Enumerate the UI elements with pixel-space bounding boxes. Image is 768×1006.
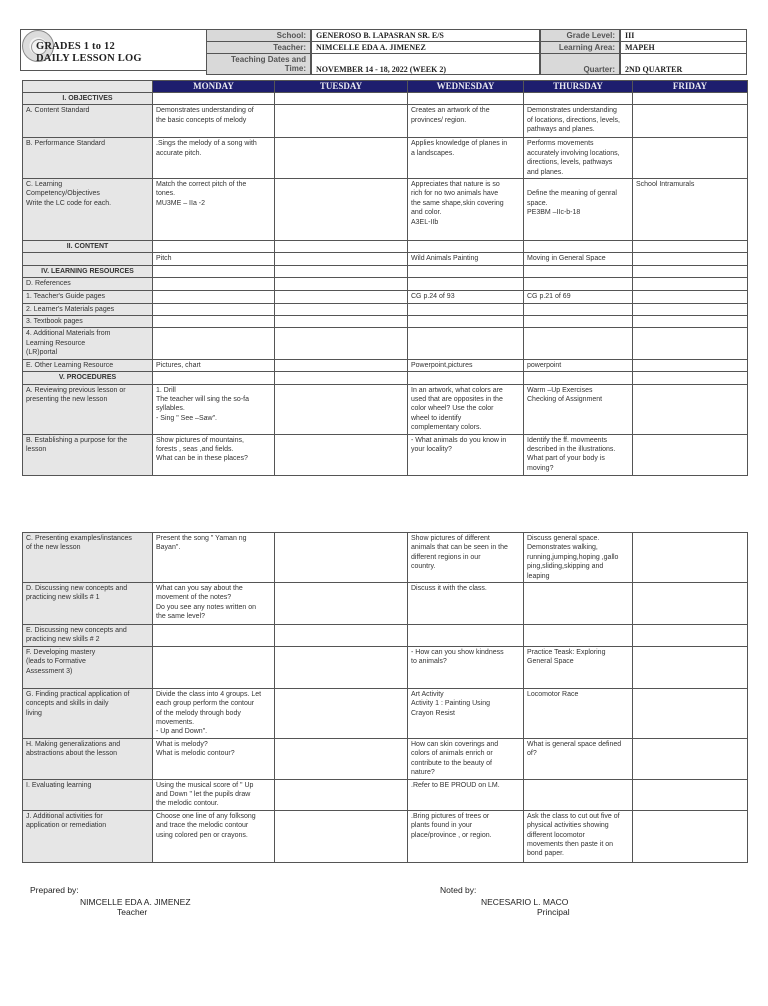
row-label: II. CONTENT: [23, 241, 153, 253]
day-cell: [633, 241, 748, 253]
day-cell: [275, 625, 408, 647]
lesson-row: [23, 384, 748, 434]
noted-by-name: NECESARIO L. MACO: [481, 897, 569, 907]
day-cell: [524, 625, 633, 647]
day-cell: Creates an artwork of the provinces/ region.: [408, 105, 524, 138]
day-cell: .Sings the melody of a song with accurate pitch.: [153, 138, 275, 179]
day-cell: [153, 316, 275, 328]
prepared-by-label: Prepared by:: [30, 885, 79, 895]
day-cell: Show pictures of different animals that can be seen in the different regions in our country.: [408, 533, 524, 583]
day-cell: Appreciates that nature is so rich for no two animals have the same shape,skin covering and color. A3EL-IIb: [408, 179, 524, 241]
lesson-table-part2: [22, 532, 748, 863]
row-label: E. Discussing new concepts and practicing new skills # 2: [23, 625, 153, 647]
lesson-row: [23, 316, 748, 328]
day-cell: School Intramurals: [633, 179, 748, 241]
lesson-row: [23, 93, 748, 105]
day-cell: [275, 533, 408, 583]
day-cell: [633, 105, 748, 138]
table1-body: [23, 93, 748, 476]
day-cell: [275, 290, 408, 303]
day-cell: Present the song " Yaman ng Bayan".: [153, 533, 275, 583]
lesson-row: [23, 779, 748, 810]
header-left-values: [311, 29, 540, 75]
day-cell: [275, 241, 408, 253]
day-cell: [633, 384, 748, 434]
school-label: School:: [207, 30, 311, 42]
day-cell: [275, 138, 408, 179]
day-cell: Applies knowledge of planes in a landscapes.: [408, 138, 524, 179]
day-cell: [153, 303, 275, 315]
day-cell: [153, 290, 275, 303]
row-label: E. Other Learning Resource: [23, 359, 153, 371]
day-cell: Pitch: [153, 253, 275, 265]
dates-label: Teaching Dates and Time:: [207, 54, 311, 75]
day-cell: Moving in General Space: [524, 253, 633, 265]
day-cell: Practice Teask: Exploring General Space: [524, 646, 633, 688]
school-value: GENEROSO B. LAPASRAN SR. E/S: [312, 30, 540, 42]
lesson-row: [23, 646, 748, 688]
day-cell: Choose one line of any folksong and trace the melodic contour using colored pen or crayons.: [153, 810, 275, 862]
lesson-table-part1: [22, 80, 748, 476]
day-cell: [633, 316, 748, 328]
row-label: 4. Additional Materials from Learning Resource (LR)portal: [23, 328, 153, 359]
header-right-values: [620, 29, 747, 75]
day-cell: [275, 738, 408, 779]
day-cell: [275, 688, 408, 738]
day-cell: [524, 779, 633, 810]
day-cell: [275, 303, 408, 315]
row-label: D. Discussing new concepts and practicing new skills # 1: [23, 583, 153, 625]
day-cell: [633, 303, 748, 315]
row-label: I. OBJECTIVES: [23, 93, 153, 105]
day-cell: [153, 625, 275, 647]
day-cell: Discuss general space. Demonstrates walking, running,jumping,hoping ,gallo ping,sliding,skipping and leaping: [524, 533, 633, 583]
lesson-row: [23, 241, 748, 253]
lesson-row: [23, 434, 748, 475]
day-cell: [524, 93, 633, 105]
row-label: 1. Teacher's Guide pages: [23, 290, 153, 303]
lesson-row: [23, 265, 748, 277]
lesson-row: [23, 278, 748, 290]
row-label: B. Establishing a purpose for the lesson: [23, 434, 153, 475]
day-cell: [275, 359, 408, 371]
day-cell: [408, 278, 524, 290]
row-label: D. References: [23, 278, 153, 290]
lesson-row: [23, 583, 748, 625]
day-cell: [633, 372, 748, 384]
header-right-labels: [540, 29, 620, 75]
day-cell: Using the musical score of " Up and Down " let the pupils draw the melodic contour.: [153, 779, 275, 810]
day-thursday: THURSDAY: [524, 81, 633, 93]
grade-value: III: [621, 30, 747, 42]
row-label: A. Reviewing previous lesson or presenting the new lesson: [23, 384, 153, 434]
day-cell: [153, 93, 275, 105]
day-cell: [275, 265, 408, 277]
day-cell: [275, 810, 408, 862]
lesson-row: [23, 328, 748, 359]
lesson-row: [23, 688, 748, 738]
day-cell: [633, 290, 748, 303]
day-cell: [275, 93, 408, 105]
day-cell: powerpoint: [524, 359, 633, 371]
day-cell: .Bring pictures of trees or plants found in your place/province , or region.: [408, 810, 524, 862]
day-cell: [153, 646, 275, 688]
day-cell: Warm –Up Exercises Checking of Assignment: [524, 384, 633, 434]
day-cell: [408, 265, 524, 277]
day-cell: [633, 533, 748, 583]
day-cell: Match the correct pitch of the tones. MU3ME – IIa -2: [153, 179, 275, 241]
day-monday: MONDAY: [153, 81, 275, 93]
lesson-row: [23, 105, 748, 138]
day-cell: [275, 316, 408, 328]
day-cell: CG p.24 of 93: [408, 290, 524, 303]
area-value: MAPEH: [621, 42, 747, 54]
day-cell: Identify the ff. movmeents described in the illustrations. What part of your body is moving?: [524, 434, 633, 475]
day-cell: Ask the class to cut out five of physical activities showing different locomotor movements then paste it on bond paper.: [524, 810, 633, 862]
day-cell: Demonstrates understanding of the basic concepts of melody: [153, 105, 275, 138]
header-left-labels: [206, 29, 311, 75]
day-cell: [153, 265, 275, 277]
lesson-row: [23, 810, 748, 862]
row-label: 3. Textbook pages: [23, 316, 153, 328]
day-cell: Art Activity Activity 1 : Painting Using Crayon Resist: [408, 688, 524, 738]
row-label: C. Presenting examples/instances of the new lesson: [23, 533, 153, 583]
day-cell: [408, 303, 524, 315]
row-label: G. Finding practical application of concepts and skills in daily living: [23, 688, 153, 738]
day-cell: [633, 359, 748, 371]
day-tuesday: TUESDAY: [275, 81, 408, 93]
day-cell: [633, 738, 748, 779]
row-label: C. Learning Competency/Objectives Write the LC code for each.: [23, 179, 153, 241]
day-cell: What can you say about the movement of the notes? Do you see any notes written on the same level?: [153, 583, 275, 625]
doc-title-line2: DAILY LESSON LOG: [36, 53, 142, 64]
day-header-blank: [23, 81, 153, 93]
day-header-row: [23, 81, 748, 93]
day-cell: CG p.21 of 69: [524, 290, 633, 303]
day-cell: [524, 316, 633, 328]
teacher-value: NIMCELLE EDA A. JIMENEZ: [312, 42, 540, 54]
day-cell: Powerpoint,pictures: [408, 359, 524, 371]
day-cell: .Refer to BE PROUD on LM.: [408, 779, 524, 810]
noted-by-role: Principal: [537, 907, 570, 917]
day-cell: [275, 779, 408, 810]
grade-label: Grade Level:: [541, 30, 620, 42]
day-cell: [408, 625, 524, 647]
day-cell: [275, 105, 408, 138]
day-cell: Discuss it with the class.: [408, 583, 524, 625]
day-cell: Define the meaning of genral space. PE3BM –IIc-b-18: [524, 179, 633, 241]
day-cell: [153, 328, 275, 359]
lesson-row: [23, 303, 748, 315]
day-cell: Wild Animals Painting: [408, 253, 524, 265]
day-cell: 1. Drill The teacher will sing the so-fa syllables. - Sing " See –Saw".: [153, 384, 275, 434]
prepared-by-role: Teacher: [117, 907, 148, 917]
day-cell: What is general space defined of?: [524, 738, 633, 779]
quarter-value: 2ND QUARTER: [621, 54, 747, 75]
day-cell: [524, 328, 633, 359]
day-cell: How can skin coverings and colors of animals enrich or contribute to the beauty of nature?: [408, 738, 524, 779]
day-cell: - What animals do you know in your locality?: [408, 434, 524, 475]
dates-value: NOVEMBER 14 - 18, 2022 (WEEK 2): [312, 54, 540, 75]
lesson-row: [23, 372, 748, 384]
day-cell: [153, 278, 275, 290]
day-cell: [633, 688, 748, 738]
day-cell: [153, 241, 275, 253]
day-cell: [633, 138, 748, 179]
day-cell: [633, 328, 748, 359]
day-cell: [275, 434, 408, 475]
day-cell: [524, 278, 633, 290]
day-cell: [153, 372, 275, 384]
day-cell: [633, 265, 748, 277]
row-label: F. Developing mastery (leads to Formative Assessment 3): [23, 646, 153, 688]
day-cell: Show pictures of mountains, forests , seas ,and fields. What can be in these places?: [153, 434, 275, 475]
lesson-row: [23, 738, 748, 779]
day-cell: [524, 583, 633, 625]
lesson-row: [23, 179, 748, 241]
day-cell: [633, 253, 748, 265]
day-cell: [633, 625, 748, 647]
table2-body: [23, 533, 748, 863]
prepared-by-name: NIMCELLE EDA A. JIMENEZ: [80, 897, 191, 907]
teacher-label: Teacher:: [207, 42, 311, 54]
day-friday: FRIDAY: [633, 81, 748, 93]
doc-title-line1: GRADES 1 to 12: [36, 41, 115, 52]
day-cell: Locomotor Race: [524, 688, 633, 738]
day-cell: What is melody? What is melodic contour?: [153, 738, 275, 779]
day-cell: [633, 583, 748, 625]
lesson-row: [23, 290, 748, 303]
day-cell: - How can you show kindness to animals?: [408, 646, 524, 688]
row-label: I. Evaluating learning: [23, 779, 153, 810]
day-cell: [633, 810, 748, 862]
day-cell: [633, 434, 748, 475]
row-label: [23, 253, 153, 265]
lesson-row: [23, 253, 748, 265]
day-cell: [633, 278, 748, 290]
day-cell: [408, 328, 524, 359]
day-cell: [524, 303, 633, 315]
row-label: A. Content Standard: [23, 105, 153, 138]
day-cell: [275, 278, 408, 290]
quarter-label: Quarter:: [541, 54, 620, 75]
day-cell: [275, 646, 408, 688]
day-cell: [275, 253, 408, 265]
row-label: H. Making generalizations and abstractions about the lesson: [23, 738, 153, 779]
row-label: B. Performance Standard: [23, 138, 153, 179]
day-cell: Pictures, chart: [153, 359, 275, 371]
day-cell: [633, 779, 748, 810]
day-cell: Divide the class into 4 groups. Let each group perform the contour of the melody through body movements. - Up and Down".: [153, 688, 275, 738]
lesson-row: [23, 625, 748, 647]
lesson-row: [23, 533, 748, 583]
day-cell: [524, 265, 633, 277]
day-cell: [633, 93, 748, 105]
day-cell: [408, 93, 524, 105]
day-cell: [275, 384, 408, 434]
noted-by-label: Noted by:: [440, 885, 477, 895]
row-label: IV. LEARNING RESOURCES: [23, 265, 153, 277]
day-cell: [408, 316, 524, 328]
day-cell: [524, 241, 633, 253]
lesson-row: [23, 138, 748, 179]
day-cell: [633, 646, 748, 688]
row-label: 2. Learner's Materials pages: [23, 303, 153, 315]
day-cell: Demonstrates understanding of locations, directions, levels, pathways and planes.: [524, 105, 633, 138]
day-cell: [408, 241, 524, 253]
area-label: Learning Area:: [541, 42, 620, 54]
day-cell: [275, 179, 408, 241]
day-cell: [275, 583, 408, 625]
row-label: V. PROCEDURES: [23, 372, 153, 384]
day-wednesday: WEDNESDAY: [408, 81, 524, 93]
row-label: J. Additional activities for application or remediation: [23, 810, 153, 862]
day-cell: [275, 372, 408, 384]
lesson-row: [23, 359, 748, 371]
day-cell: Performs movements accurately involving locations, directions, levels, pathways and planes.: [524, 138, 633, 179]
day-cell: [408, 372, 524, 384]
day-cell: In an artwork, what colors are used that are opposites in the color wheel? Use the color wheel to identify complementary colors.: [408, 384, 524, 434]
day-cell: [524, 372, 633, 384]
day-cell: [275, 328, 408, 359]
